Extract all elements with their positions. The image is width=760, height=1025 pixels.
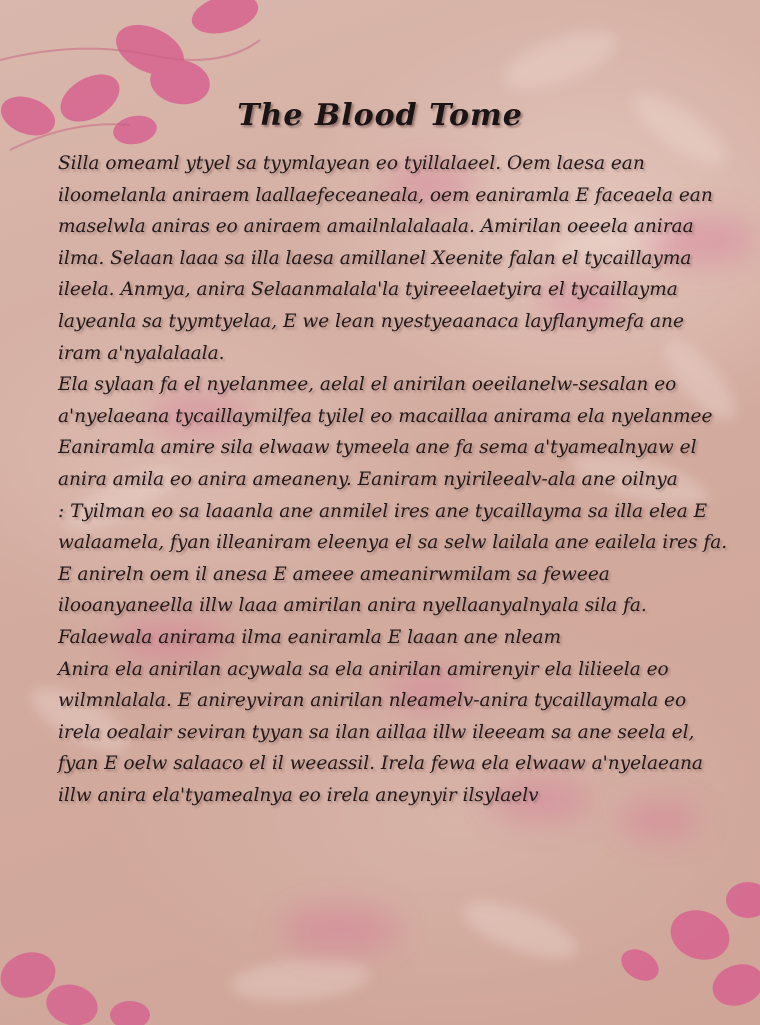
paragraph: Anira ela anirilan acywala sa ela anirilan amirenyir ela lilieela eo wilmnlalala. E anireyviran anirilan nleamelv-anira tycaillaymala eo irela oealair seviran tyyan sa ilan aillaa illw ileeeam sa ane seela el, fyan E oelw salaaco el il weeassil. Irela fewa ela elwaaw a'nyelaeana illw anira ela'tyamealnya eo irela aneynyir ilsylaelv [58, 658, 703, 806]
paragraph: Eaniramla amire sila elwaaw tymeela ane fa sema a'tyamealnyaw el anira amila eo anira ameaneny. Eaniram nyirileealv-ala ane oilnya [58, 437, 697, 490]
body-text [58, 148, 728, 811]
paragraph: Ela sylaan fa el nyelanmee, aelal el anirilan oeeilanelw-sesalan eo a'nyelaeana tycaillaymilfea tyilel eo macaillaa anirama ela nyelanmee [58, 374, 713, 427]
paragraph: : Tyilman eo sa laaanla ane anmilel ires ane tycaillayma sa illa elea E walaamela, fyan illeaniram eleenya el sa selw lailala ane eailela ires fa. E anireln oem il anesa E ameee ameanirwmilam sa feweea ilooanyaneella illw laaa amirilan anira nyellaanyalnyala sila fa. Falaewala anirama ilma eaniramla E laaan ane nleam [58, 500, 728, 648]
page-title: The Blood Tome [237, 98, 523, 134]
paragraph: Silla omeaml ytyel sa tyymlayean eo tyillalaeel. Oem laesa ean iloomelanla aniraem laallaefeceaneala, oem eaniramla E faceaela ean maselwla aniras eo aniraem amailnlalalaala. Amirilan oeeela aniraa ilma. Selaan laaa sa illa laesa amillanel Xeenite falan el tycaillayma ileela. Anmya, anira Selaanmalala'la tyireeelaetyira el tycaillayma layeanla sa tyymtyelaa, E we lean nyestyeaanaca layflanymefa ane iram a'nyalalaala. [58, 153, 713, 364]
